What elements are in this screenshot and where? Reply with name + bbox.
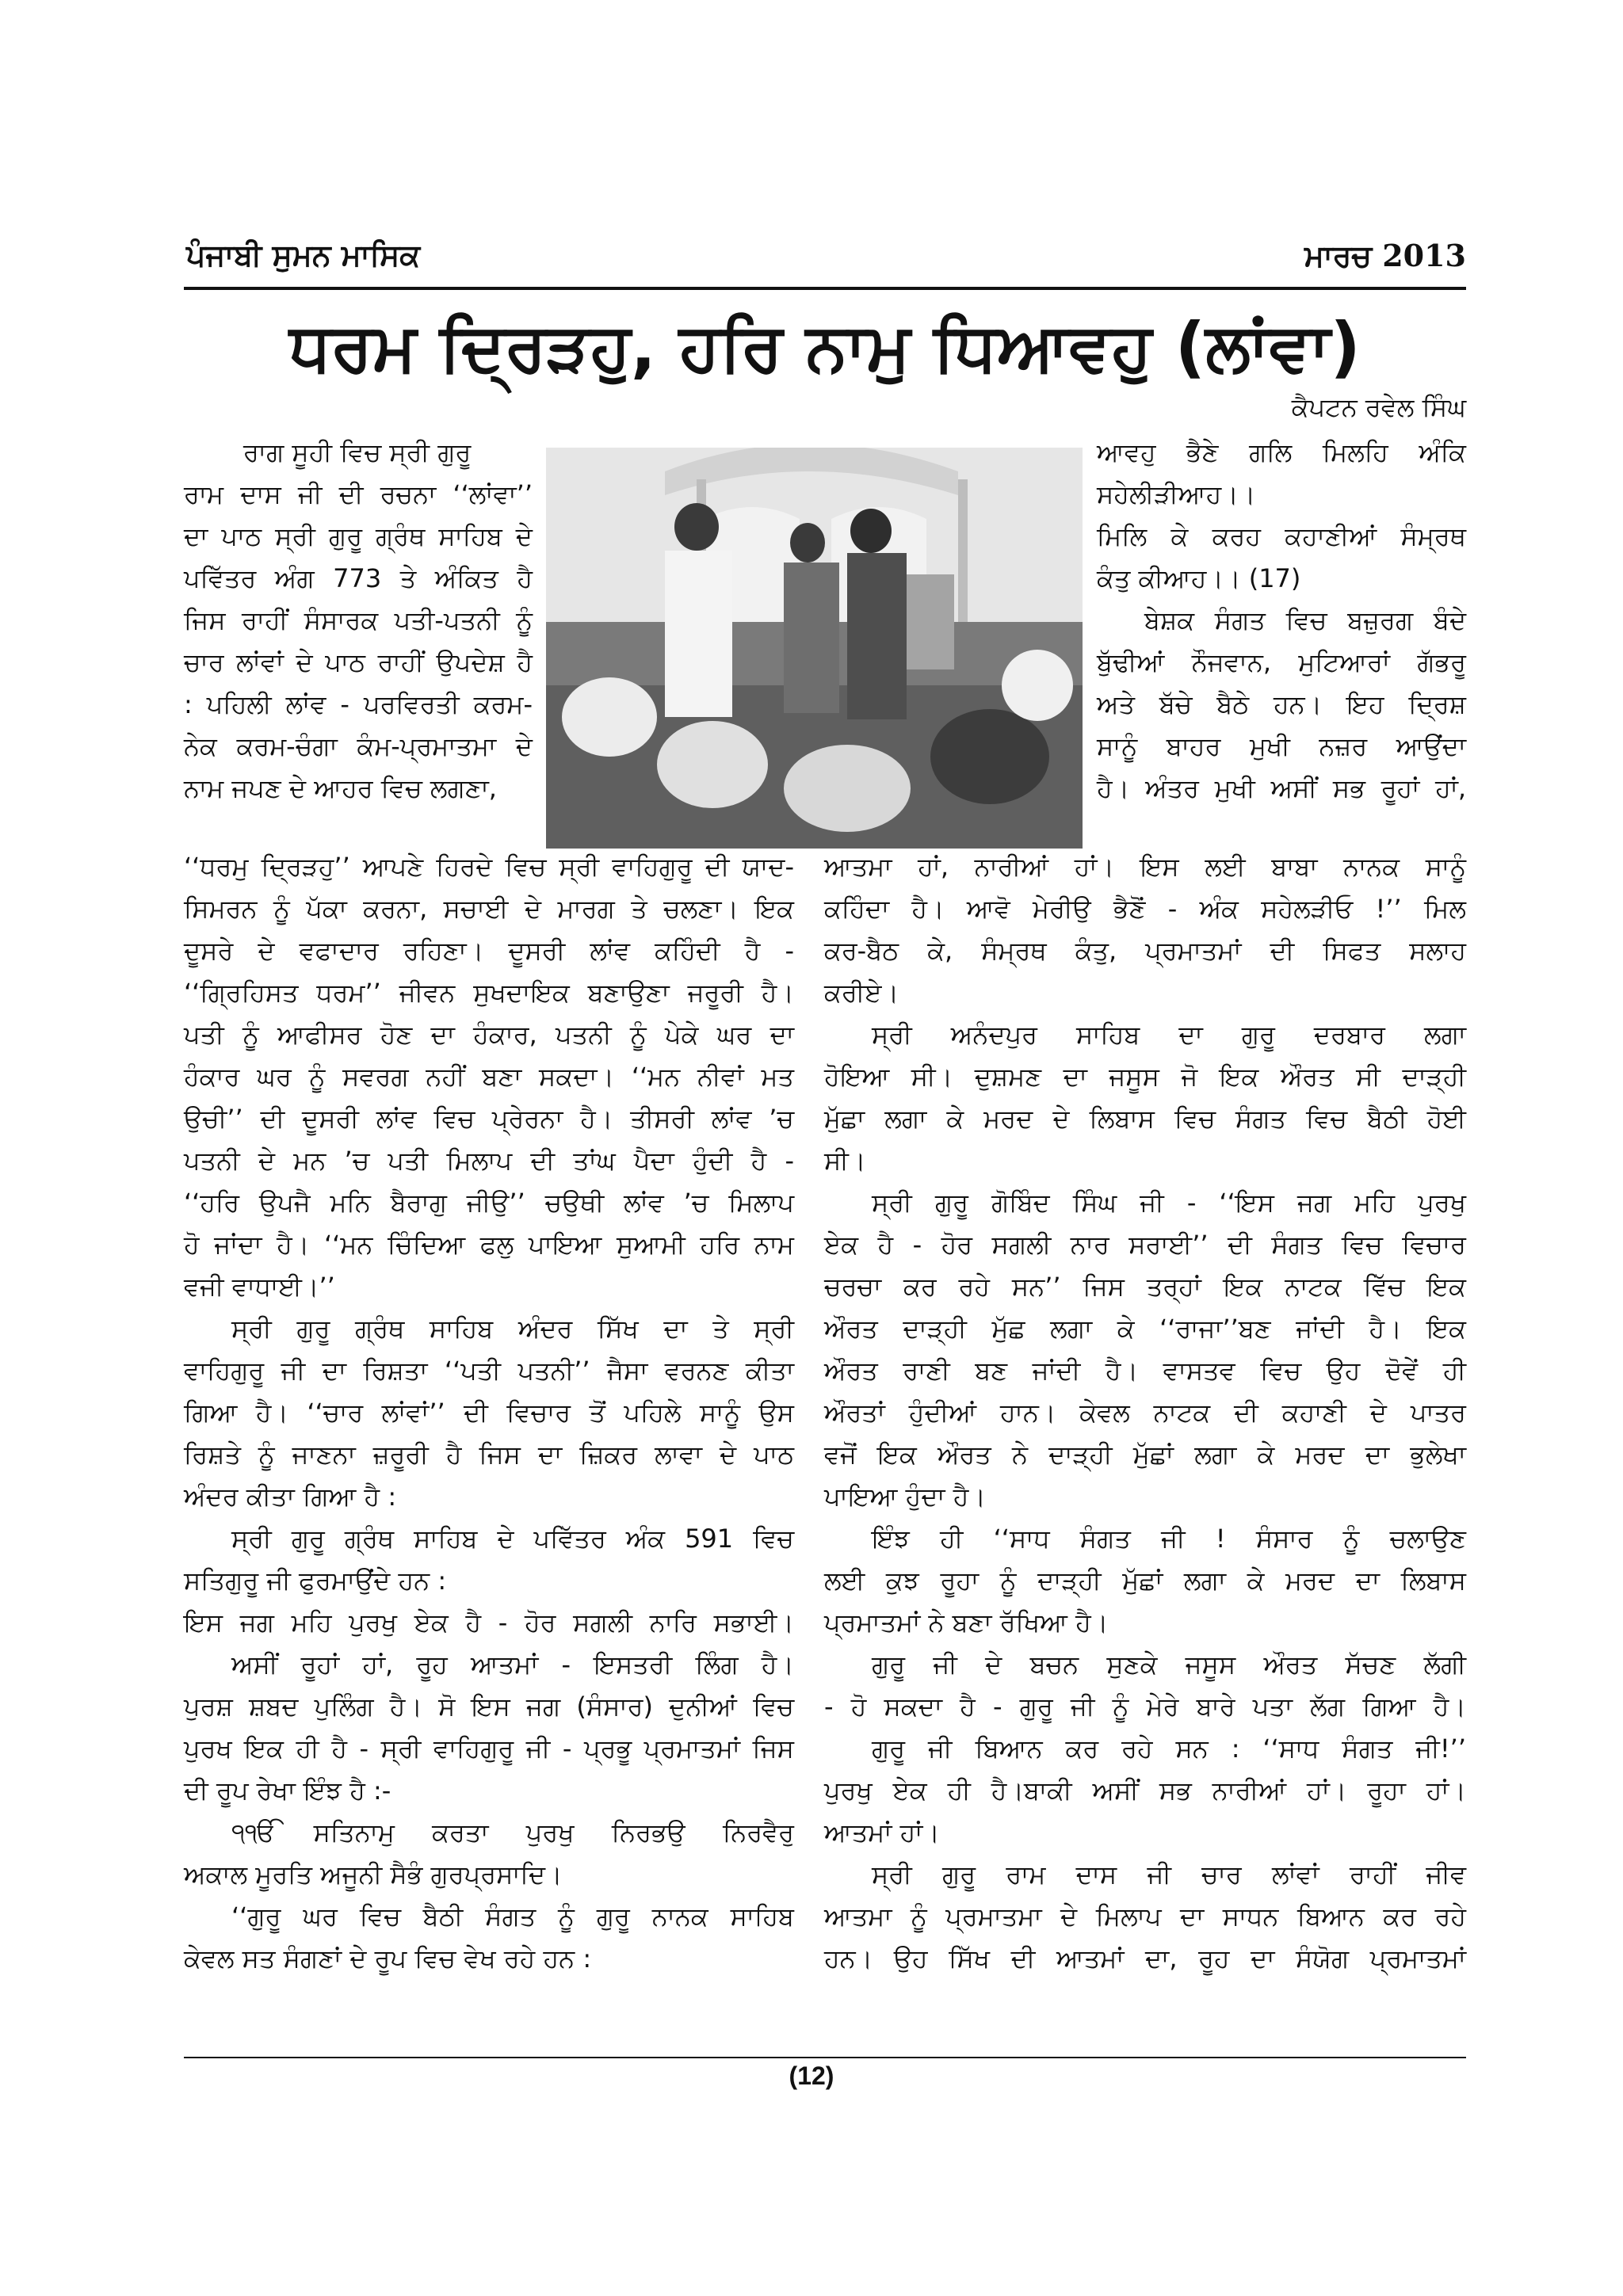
text-line: ਬੇਸ਼ਕ ਸੰਗਤ ਵਿਚ ਬਜ਼ੁਰਗ ਬੰਦੇ: [1144, 605, 1466, 635]
text-line: ਮੁੱਛਾ ਲਗਾ ਕੇ ਮਰਦ ਦੇ ਲਿਬਾਸ ਵਿਚ ਸੰਗਤ ਵਿਚ ਬੈਠੀ ਹੋਈ: [824, 1104, 1466, 1134]
text-line: ਪੁਰਖ ਇਕ ਹੀ ਹੈ - ਸ੍ਰੀ ਵਾਹਿਗੁਰੂ ਜੀ - ਪ੍ਰਭੂ ਪ੍ਰਮਾਤਮਾਂ ਜਿਸ: [184, 1733, 794, 1764]
text-line: ਪਤੀ ਨੂੰ ਆਫੀਸਰ ਹੋਣ ਦਾ ਹੰਕਾਰ, ਪਤਨੀ ਨੂੰ ਪੇਕੇ ਘਰ ਦਾ: [184, 1020, 794, 1050]
text-line: ਨੇਕ ਕਰਮ-ਚੰਗਾ ਕੰਮ-ਪ੍ਰਮਾਤਮਾ ਦੇ: [184, 731, 533, 761]
right-column-text: [824, 846, 1466, 1980]
text-line: ਅਸੀਂ ਰੂਹਾਂ ਹਾਂ, ਰੂਹ ਆਤਮਾਂ - ਇਸਤਰੀ ਲਿੰਗ ਹੈ।: [231, 1650, 794, 1680]
right-top-text: [1097, 432, 1466, 810]
text-line: ਸਤਿਗੁਰੂ ਜੀ ਫੁਰਮਾਉਂਦੇ ਹਨ :: [184, 1566, 447, 1596]
text-line: ਸ੍ਰੀ ਅਨੰਦਪੁਰ ਸਾਹਿਬ ਦਾ ਗੁਰੂ ਦਰਬਾਰ ਲਗਾ: [872, 1020, 1466, 1050]
text-line: ਕਹਿੰਦਾ ਹੈ। ਆਵੋ ਮੇਰੀਉ ਭੈਣੋਂ - ਅੰਕ ਸਹੇਲੜੀਓ !’’ ਮਿਲ: [824, 894, 1466, 924]
text-line: ਹੋਇਆ ਸੀ। ਦੁਸ਼ਮਣ ਦਾ ਜਸੂਸ ਜੋ ਇਕ ਔਰਤ ਸੀ ਦਾੜ੍ਹੀ: [824, 1062, 1466, 1092]
text-line: ਉਚੀ’’ ਦੀ ਦੂਸਰੀ ਲਾਂਵ ਵਿਚ ਪ੍ਰੇਰਨਾ ਹੈ। ਤੀਸਰੀ ਲਾਂਵ ’ਚ: [184, 1104, 794, 1134]
text-line: ਕਰ-ਬੈਠ ਕੇ, ਸੰਮ੍ਰਥ ਕੰਤੁ, ਪ੍ਰਮਾਤਮਾਂ ਦੀ ਸਿਫਤ ਸਲਾਹ: [824, 936, 1466, 966]
text-line: ਲਈ ਕੁਝ ਰੂਹਾ ਨੂੰ ਦਾੜ੍ਹੀ ਮੁੱਛਾਂ ਲਗਾ ਕੇ ਮਰਦ ਦਾ ਲਿਬਾਸ: [824, 1566, 1466, 1596]
text-line: ੧ੴ ਸਤਿਨਾਮੁ ਕਰਤਾ ਪੁਰਖੁ ਨਿਰਭਉ ਨਿਰਵੈਰੁ: [231, 1817, 794, 1848]
text-line: ਵਾਹਿਗੁਰੂ ਜੀ ਦਾ ਰਿਸ਼ਤਾ ‘‘ਪਤੀ ਪਤਨੀ’’ ਜੈਸਾ ਵਰਨਣ ਕੀਤਾ: [184, 1356, 794, 1386]
text-line: ਪੁਰਖੁ ਏਕ ਹੀ ਹੈ।ਬਾਕੀ ਅਸੀਂ ਸਭ ਨਾਰੀਆਂ ਹਾਂ। ਰੂਹਾ ਹਾਂ।: [824, 1775, 1466, 1806]
text-line: ਨਾਮ ਜਪਣ ਦੇ ਆਹਰ ਵਿਚ ਲਗਣਾ,: [184, 773, 497, 803]
text-line: ਹੋ ਜਾਂਦਾ ਹੈ। ‘‘ਮਨ ਚਿੰਦਿਆ ਫਲੁ ਪਾਇਆ ਸੁਆਮੀ ਹਰਿ ਨਾਮ: [184, 1230, 794, 1260]
text-line: ‘‘ਗ੍ਰਿਹਿਸਤ ਧਰਮ’’ ਜੀਵਨ ਸੁਖਦਾਇਕ ਬਣਾਉਣਾ ਜਰੂਰੀ ਹੈ।: [184, 978, 794, 1008]
text-line: ਏਕ ਹੈ - ਹੋਰ ਸਗਲੀ ਨਾਰ ਸਰਾਈ’’ ਦੀ ਸੰਗਤ ਵਿਚ ਵਿਚਾਰ: [824, 1230, 1466, 1260]
text-line: ਔਰਤਾਂ ਹੁੰਦੀਆਂ ਹਾਨ। ਕੇਵਲ ਨਾਟਕ ਦੀ ਕਹਾਣੀ ਦੇ ਪਾਤਰ: [824, 1398, 1466, 1428]
left-column-text: [184, 846, 794, 1980]
text-line: ਪਤਨੀ ਦੇ ਮਨ ’ਚ ਪਤੀ ਮਿਲਾਪ ਦੀ ਤਾਂਘ ਪੈਦਾ ਹੁੰਦੀ ਹੈ -: [184, 1146, 794, 1176]
text-line: : ਪਹਿਲੀ ਲਾਂਵ - ਪਰਵਿਰਤੀ ਕਰਮ-: [184, 689, 533, 719]
text-line: ਸ੍ਰੀ ਗੁਰੂ ਗੋਬਿੰਦ ਸਿੰਘ ਜੀ - ‘‘ਇਸ ਜਗ ਮਹਿ ਪੁਰਖੁ: [872, 1188, 1466, 1218]
text-line: ਅੰਦਰ ਕੀਤਾ ਗਿਆ ਹੈ :: [184, 1482, 397, 1512]
wedding-photo: [546, 448, 1083, 849]
text-line: ਰਾਮ ਦਾਸ ਜੀ ਦੀ ਰਚਨਾ ‘‘ਲਾਂਵਾ’’: [184, 479, 533, 509]
text-line: ਗੁਰੂ ਜੀ ਬਿਆਨ ਕਰ ਰਹੇ ਸਨ : ‘‘ਸਾਧ ਸੰਗਤ ਜੀ!’’: [872, 1733, 1466, 1764]
left-top-text: [184, 432, 533, 810]
text-line: ਸਿਮਰਨ ਨੂੰ ਪੱਕਾ ਕਰਨਾ, ਸਚਾਈ ਦੇ ਮਾਰਗ ਤੇ ਚਲਣਾ। ਇਕ: [184, 894, 794, 924]
text-line: ਰਾਗ ਸੂਹੀ ਵਿਚ ਸ੍ਰੀ ਗੁਰੂ: [243, 437, 472, 467]
text-line: ‘‘ਗੁਰੂ ਘਰ ਵਿਚ ਬੈਠੀ ਸੰਗਤ ਨੂੰ ਗੁਰੂ ਨਾਨਕ ਸਾਹਿਬ: [231, 1901, 794, 1932]
article-author: [1292, 387, 1466, 429]
text-line: ਜਿਸ ਰਾਹੀਂ ਸੰਸਾਰਕ ਪਤੀ-ਪਤਨੀ ਨੂੰ: [184, 605, 533, 635]
text-line: ਸੀ।: [824, 1146, 866, 1176]
issue-year: 2013: [1382, 238, 1466, 273]
text-line: ਇੰਝ ਹੀ ‘‘ਸਾਧ ਸੰਗਤ ਜੀ ! ਸੰਸਾਰ ਨੂੰ ਚਲਾਉਣ: [872, 1524, 1466, 1554]
article-title: ਧਰਮ ਦ੍ਰਿੜਹੁ, ਹਰਿ ਨਾਮੁ ਧਿਆਵਹੁ (ਲਾਂਵਾ): [289, 308, 1361, 386]
text-line: ਕਰੀਏ।: [824, 978, 899, 1008]
text-line: ਕੰਤੁ ਕੀਆਹ।। (17): [1097, 563, 1301, 593]
issue-month: ਮਾਰਚ: [1304, 238, 1372, 273]
text-line: ਔਰਤ ਦਾੜ੍ਹੀ ਮੁੱਛ ਲਗਾ ਕੇ ‘‘ਰਾਜਾ’’ਬਣ ਜਾਂਦੀ ਹੈ। ਇਕ: [824, 1314, 1466, 1344]
text-line: ਇਸ ਜਗ ਮਹਿ ਪੁਰਖੁ ਏਕ ਹੈ - ਹੋਰ ਸਗਲੀ ਨਾਰਿ ਸਭਾਈ।: [184, 1608, 794, 1638]
text-line: ਚਾਰ ਲਾਂਵਾਂ ਦੇ ਪਾਠ ਰਾਹੀਂ ਉਪਦੇਸ਼ ਹੈ: [184, 647, 533, 677]
text-line: ਗਿਆ ਹੈ। ‘‘ਚਾਰ ਲਾਂਵਾਂ’’ ਦੀ ਵਿਚਾਰ ਤੋਂ ਪਹਿਲੇ ਸਾਨੂੰ ਉਸ: [184, 1398, 794, 1428]
text-line: ਰਿਸ਼ਤੇ ਨੂੰ ਜਾਣਨਾ ਜ਼ਰੂਰੀ ਹੈ ਜਿਸ ਦਾ ਜ਼ਿਕਰ ਲਾਵਾ ਦੇ ਪਾਠ: [184, 1440, 794, 1470]
text-line: ਆਤਮਾ ਹਾਂ, ਨਾਰੀਆਂ ਹਾਂ। ਇਸ ਲਈ ਬਾਬਾ ਨਾਨਕ ਸਾਨੂੰ: [824, 852, 1466, 882]
text-line: ਹਨ। ਉਹ ਸਿੱਖ ਦੀ ਆਤਮਾਂ ਦਾ, ਰੂਹ ਦਾ ਸੰਯੋਗ ਪ੍ਰਮਾਤਮਾਂ: [824, 1943, 1466, 1974]
text-line: ਸ੍ਰੀ ਗੁਰੂ ਗ੍ਰੰਥ ਸਾਹਿਬ ਦੇ ਪਵਿੱਤਰ ਅੰਕ 591 ਵਿਚ: [231, 1524, 794, 1554]
text-line: ਸਾਨੂੰ ਬਾਹਰ ਮੁਖੀ ਨਜ਼ਰ ਆਉਂਦਾ: [1097, 731, 1466, 761]
text-line: ਸ੍ਰੀ ਗੁਰੂ ਰਾਮ ਦਾਸ ਜੀ ਚਾਰ ਲਾਂਵਾਂ ਰਾਹੀਂ ਜੀਵ: [872, 1859, 1466, 1890]
text-line: ਗੁਰੂ ਜੀ ਦੇ ਬਚਨ ਸੁਣਕੇ ਜਸੂਸ ਔਰਤ ਸੱਚਣ ਲੱਗੀ: [872, 1650, 1466, 1680]
text-line: ਆਤਮਾ ਨੂੰ ਪ੍ਰਮਾਤਮਾ ਦੇ ਮਿਲਾਪ ਦਾ ਸਾਧਨ ਬਿਆਨ ਕਰ ਰਹੇ: [824, 1901, 1466, 1932]
text-line: ਸਹੇਲੀੜੀਆਹ।।: [1097, 479, 1256, 509]
text-line: ਔਰਤ ਰਾਣੀ ਬਣ ਜਾਂਦੀ ਹੈ। ਵਾਸਤਵ ਵਿਚ ਉਹ ਦੋਵੇਂ ਹੀ: [824, 1356, 1466, 1386]
text-line: ਪਵਿੱਤਰ ਅੰਗ 773 ਤੇ ਅੰਕਿਤ ਹੈ: [184, 563, 533, 593]
text-line: ਪਾਇਆ ਹੁੰਦਾ ਹੈ।: [824, 1482, 986, 1512]
text-line: ਆਵਹੁ ਭੈਣੇ ਗਲਿ ਮਿਲਹਿ ਅੰਕਿ: [1097, 437, 1466, 467]
text-line: ਹੈ। ਅੰਤਰ ਮੁਖੀ ਅਸੀਂ ਸਭ ਰੂਹਾਂ ਹਾਂ,: [1097, 773, 1466, 803]
text-line: ਸ੍ਰੀ ਗੁਰੂ ਗ੍ਰੰਥ ਸਾਹਿਬ ਅੰਦਰ ਸਿੱਖ ਦਾ ਤੇ ਸ੍ਰੀ: [231, 1314, 794, 1344]
text-line: ‘‘ਧਰਮੁ ਦ੍ਰਿੜਹੁ’’ ਆਪਣੇ ਹਿਰਦੇ ਵਿਚ ਸ੍ਰੀ ਵਾਹਿਗੁਰੂ ਦੀ ਯਾਦ-: [184, 852, 794, 882]
text-line: ਵਜੀ ਵਾਧਾਈ।’’: [184, 1272, 335, 1302]
text-line: ਦਾ ਪਾਠ ਸ੍ਰੀ ਗੁਰੂ ਗ੍ਰੰਥ ਸਾਹਿਬ ਦੇ: [184, 521, 533, 551]
text-line: ਪੁਰਸ਼ ਸ਼ਬਦ ਪੁਲਿੰਗ ਹੈ। ਸੋ ਇਸ ਜਗ (ਸੰਸਾਰ) ਦੁਨੀਆਂ ਵਿਚ: [184, 1691, 794, 1722]
text-line: ਅਤੇ ਬੱਚੇ ਬੈਠੇ ਹਨ। ਇਹ ਦ੍ਰਿਸ਼: [1097, 689, 1466, 719]
publication-name: ਪੰਜਾਬੀ ਸੁਮਨ ਮਾਸਿਕ: [186, 238, 421, 273]
text-line: ਚਰਚਾ ਕਰ ਰਹੇ ਸਨ’’ ਜਿਸ ਤਰ੍ਹਾਂ ਇਕ ਨਾਟਕ ਵਿੱਚ ਇਕ: [824, 1272, 1466, 1302]
text-line: ਦੀ ਰੂਪ ਰੇਖਾ ਇੰਝ ਹੈ :-: [184, 1775, 391, 1806]
page-number: (12): [789, 2061, 834, 2090]
text-line: ਹੰਕਾਰ ਘਰ ਨੂੰ ਸਵਰਗ ਨਹੀਂ ਬਣਾ ਸਕਦਾ। ‘‘ਮਨ ਨੀਵਾਂ ਮਤ: [184, 1062, 794, 1092]
issue-date: [1304, 238, 1466, 274]
text-line: ਕੇਵਲ ਸਤ ਸੰਗਣਾਂ ਦੇ ਰੂਪ ਵਿਚ ਵੇਖ ਰਹੇ ਹਨ :: [184, 1943, 592, 1974]
author-line: ਕੈਪਟਨ ਰਵੇਲ ਸਿੰਘ: [1291, 392, 1466, 422]
footer-rule: [184, 2057, 1466, 2058]
text-line: ਆਤਮਾਂ ਹਾਂ।: [824, 1817, 940, 1848]
text-line: ਮਿਲਿ ਕੇ ਕਰਹ ਕਹਾਣੀਆਂ ਸੰਮ੍ਰਥ: [1097, 521, 1466, 551]
text-line: - ਹੋ ਸਕਦਾ ਹੈ - ਗੁਰੂ ਜੀ ਨੂੰ ਮੇਰੇ ਬਾਰੇ ਪਤਾ ਲੱਗ ਗਿਆ ਹੈ।: [824, 1691, 1466, 1722]
text-line: ਬੁੱਢੀਆਂ ਨੌਜਵਾਨ, ਮੁਟਿਆਰਾਂ ਗੱਭਰੂ: [1097, 647, 1466, 677]
text-line: ਪ੍ਰਮਾਤਮਾਂ ਨੇ ਬਣਾ ਰੱਖਿਆ ਹੈ।: [824, 1608, 1109, 1638]
text-line: ‘‘ਹਰਿ ਉਪਜੈ ਮਨਿ ਬੈਰਾਗੁ ਜੀਉ’’ ਚਉਥੀ ਲਾਂਵ ’ਚ ਮਿਲਾਪ: [184, 1188, 794, 1218]
text-line: ਅਕਾਲ ਮੂਰਤਿ ਅਜੂਨੀ ਸੈਭੰ ਗੁਰਪ੍ਰਸਾਦਿ।: [184, 1859, 563, 1890]
text-line: ਦੂਸਰੇ ਦੇ ਵਫਾਦਾਰ ਰਹਿਣਾ। ਦੂਸਰੀ ਲਾਂਵ ਕਹਿੰਦੀ ਹੈ -: [184, 936, 794, 966]
wedding-ceremony-image: [546, 448, 1083, 849]
text-line: ਵਜੋਂ ਇਕ ਔਰਤ ਨੇ ਦਾੜ੍ਹੀ ਮੁੱਛਾਂ ਲਗਾ ਕੇ ਮਰਦ ਦਾ ਭੁਲੇਖਾ: [824, 1440, 1466, 1470]
header-rule: [184, 287, 1466, 290]
